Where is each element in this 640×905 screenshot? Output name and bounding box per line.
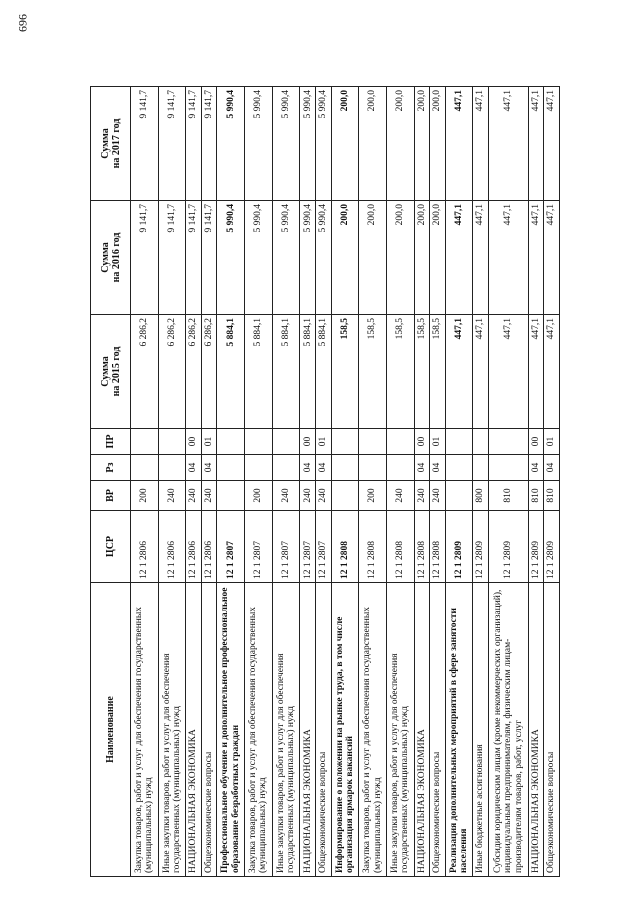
cell-rz: 04: [414, 455, 430, 481]
cell-s2015: 6 286,2: [158, 315, 186, 429]
cell-pr: [359, 429, 387, 455]
cell-pr: 01: [316, 429, 332, 455]
header-sum-2017-line2: на 2017 год: [110, 118, 122, 169]
header-sum-2017-line1: Сумма: [99, 128, 111, 159]
table-header-row: [91, 87, 131, 877]
cell-csr: 12 1 2808: [359, 511, 387, 583]
cell-s2016: 447,1: [528, 201, 544, 315]
cell-name: Профессиональное обучение и дополнительное профессиональное образование безработных граждан: [217, 583, 245, 877]
cell-s2016: 9 141,7: [131, 201, 159, 315]
cell-s2015: 6 286,2: [131, 315, 159, 429]
cell-s2017: 5 990,4: [300, 87, 316, 201]
header-sum-2016-line1: Сумма: [99, 242, 111, 273]
cell-csr: 12 1 2807: [272, 511, 300, 583]
cell-name: Реализация дополнительных мероприятий в сфере занятости населения: [445, 583, 473, 877]
table-row: [186, 87, 202, 877]
cell-pr: 00: [300, 429, 316, 455]
cell-csr: 12 1 2806: [131, 511, 159, 583]
cell-s2015: 158,5: [386, 315, 414, 429]
cell-s2015: 5 884,1: [316, 315, 332, 429]
cell-vr: [217, 481, 245, 511]
cell-s2016: 5 990,4: [217, 201, 245, 315]
cell-pr: [488, 429, 528, 455]
cell-s2017: 200,0: [386, 87, 414, 201]
header-pr: ПР: [91, 429, 131, 455]
cell-csr: 12 1 2808: [414, 511, 430, 583]
cell-pr: [217, 429, 245, 455]
table-row: [414, 87, 430, 877]
cell-csr: 12 1 2809: [488, 511, 528, 583]
cell-s2016: 5 990,4: [272, 201, 300, 315]
cell-s2016: 5 990,4: [245, 201, 273, 315]
cell-name: Иные закупки товаров, работ и услуг для обеспечения государственных (муниципальных) нужд: [158, 583, 186, 877]
cell-s2015: 5 884,1: [245, 315, 273, 429]
cell-rz: [445, 455, 473, 481]
page-number-text: 696: [15, 14, 30, 32]
cell-name: Субсидии юридическим лицам (кроме некоммерческих организаций), индивидуальным предпринимателям, физическим лицам-производителям товаров, работ, услуг: [488, 583, 528, 877]
cell-s2015: 5 884,1: [300, 315, 316, 429]
cell-vr: 240: [386, 481, 414, 511]
cell-s2016: 200,0: [414, 201, 430, 315]
cell-csr: 12 1 2808: [430, 511, 446, 583]
cell-s2017: 447,1: [445, 87, 473, 201]
table-row: [331, 87, 359, 877]
cell-s2015: 6 286,2: [201, 315, 217, 429]
cell-vr: 200: [245, 481, 273, 511]
cell-s2017: 200,0: [414, 87, 430, 201]
cell-pr: 01: [201, 429, 217, 455]
cell-rz: [272, 455, 300, 481]
cell-s2015: 158,5: [331, 315, 359, 429]
cell-s2016: 9 141,7: [201, 201, 217, 315]
cell-pr: 01: [544, 429, 560, 455]
cell-vr: 200: [359, 481, 387, 511]
cell-rz: 04: [201, 455, 217, 481]
cell-s2015: 6 286,2: [186, 315, 202, 429]
table-row: [131, 87, 159, 877]
cell-s2017: 200,0: [359, 87, 387, 201]
cell-rz: [386, 455, 414, 481]
header-sum-2015-line2: на 2015 год: [110, 346, 122, 397]
cell-s2017: 447,1: [528, 87, 544, 201]
cell-s2015: 447,1: [473, 315, 489, 429]
cell-s2017: 447,1: [488, 87, 528, 201]
table-row: [272, 87, 300, 877]
cell-pr: [386, 429, 414, 455]
cell-name: НАЦИОНАЛЬНАЯ ЭКОНОМИКА: [300, 583, 316, 877]
cell-s2015: 447,1: [528, 315, 544, 429]
header-name: Наименование: [91, 583, 131, 877]
cell-vr: 240: [316, 481, 332, 511]
cell-s2015: 5 884,1: [272, 315, 300, 429]
cell-vr: 240: [158, 481, 186, 511]
cell-s2017: 9 141,7: [201, 87, 217, 201]
cell-s2017: 9 141,7: [158, 87, 186, 201]
header-sum-2015: [91, 315, 131, 429]
table-row: [300, 87, 316, 877]
cell-vr: 240: [300, 481, 316, 511]
cell-vr: 240: [430, 481, 446, 511]
cell-s2016: 200,0: [331, 201, 359, 315]
cell-s2015: 5 884,1: [217, 315, 245, 429]
cell-name: Закупка товаров, работ и услуг для обеспечения государственных (муниципальных) нужд: [131, 583, 159, 877]
cell-rz: 04: [186, 455, 202, 481]
table-row: [528, 87, 544, 877]
cell-csr: 12 1 2808: [386, 511, 414, 583]
cell-vr: 810: [488, 481, 528, 511]
table-row: [201, 87, 217, 877]
header-sum-2015-line1: Сумма: [99, 356, 111, 387]
header-csr: ЦСР: [91, 511, 131, 583]
cell-name: НАЦИОНАЛЬНАЯ ЭКОНОМИКА: [528, 583, 544, 877]
cell-csr: 12 1 2807: [217, 511, 245, 583]
table-row: [430, 87, 446, 877]
cell-vr: 240: [414, 481, 430, 511]
cell-s2016: 5 990,4: [316, 201, 332, 315]
cell-s2016: 447,1: [473, 201, 489, 315]
cell-vr: 240: [201, 481, 217, 511]
cell-rz: [473, 455, 489, 481]
cell-rz: [331, 455, 359, 481]
cell-csr: 12 1 2809: [528, 511, 544, 583]
cell-vr: 810: [544, 481, 560, 511]
cell-s2015: 447,1: [445, 315, 473, 429]
table-row: [544, 87, 560, 877]
cell-s2017: 200,0: [430, 87, 446, 201]
cell-s2017: 5 990,4: [245, 87, 273, 201]
cell-s2016: 200,0: [430, 201, 446, 315]
table-row: [217, 87, 245, 877]
cell-rz: 04: [300, 455, 316, 481]
cell-s2017: 447,1: [473, 87, 489, 201]
cell-name: Общеэкономические вопросы: [544, 583, 560, 877]
cell-csr: 12 1 2806: [158, 511, 186, 583]
cell-rz: [217, 455, 245, 481]
cell-s2017: 5 990,4: [272, 87, 300, 201]
cell-rz: [359, 455, 387, 481]
header-sum-2017: [91, 87, 131, 201]
cell-pr: [331, 429, 359, 455]
cell-csr: 12 1 2809: [473, 511, 489, 583]
cell-name: Общеэкономические вопросы: [201, 583, 217, 877]
page-number: [13, 13, 33, 33]
cell-s2016: 447,1: [488, 201, 528, 315]
cell-rz: [158, 455, 186, 481]
cell-csr: 12 1 2807: [245, 511, 273, 583]
cell-name: НАЦИОНАЛЬНАЯ ЭКОНОМИКА: [414, 583, 430, 877]
cell-s2015: 447,1: [488, 315, 528, 429]
cell-pr: [131, 429, 159, 455]
cell-rz: 04: [544, 455, 560, 481]
cell-name: НАЦИОНАЛЬНАЯ ЭКОНОМИКА: [186, 583, 202, 877]
cell-s2016: 5 990,4: [300, 201, 316, 315]
cell-rz: 04: [316, 455, 332, 481]
table-row: [359, 87, 387, 877]
cell-name: Информирование о положении на рынке труда, в том числе организация ярмарок вакансий: [331, 583, 359, 877]
header-sum-2016: [91, 201, 131, 315]
cell-rz: [131, 455, 159, 481]
cell-pr: 00: [186, 429, 202, 455]
table-row: [488, 87, 528, 877]
table-body: [131, 87, 560, 877]
cell-s2016: 447,1: [544, 201, 560, 315]
cell-csr: 12 1 2807: [300, 511, 316, 583]
cell-pr: [272, 429, 300, 455]
cell-pr: [245, 429, 273, 455]
cell-s2016: 9 141,7: [186, 201, 202, 315]
cell-name: Общеэкономические вопросы: [316, 583, 332, 877]
header-rz: Рз: [91, 455, 131, 481]
cell-s2017: 200,0: [331, 87, 359, 201]
cell-pr: 01: [430, 429, 446, 455]
cell-name: Закупка товаров, работ и услуг для обеспечения государственных (муниципальных) нужд: [245, 583, 273, 877]
cell-pr: 00: [528, 429, 544, 455]
cell-pr: 00: [414, 429, 430, 455]
cell-vr: [445, 481, 473, 511]
cell-s2015: 447,1: [544, 315, 560, 429]
cell-rz: 04: [430, 455, 446, 481]
cell-s2015: 158,5: [414, 315, 430, 429]
cell-vr: [331, 481, 359, 511]
budget-table: [90, 86, 560, 877]
table-row: [158, 87, 186, 877]
cell-s2015: 158,5: [430, 315, 446, 429]
cell-csr: 12 1 2807: [316, 511, 332, 583]
cell-s2017: 5 990,4: [217, 87, 245, 201]
cell-name: Иные закупки товаров, работ и услуг для обеспечения государственных (муниципальных) нужд: [272, 583, 300, 877]
cell-rz: 04: [528, 455, 544, 481]
cell-s2016: 200,0: [386, 201, 414, 315]
cell-s2015: 158,5: [359, 315, 387, 429]
cell-s2016: 200,0: [359, 201, 387, 315]
cell-s2016: 9 141,7: [158, 201, 186, 315]
cell-s2017: 9 141,7: [131, 87, 159, 201]
cell-s2017: 9 141,7: [186, 87, 202, 201]
rotated-table-container: [90, 87, 560, 877]
table-row: [445, 87, 473, 877]
cell-name: Иные закупки товаров, работ и услуг для обеспечения государственных (муниципальных) нужд: [386, 583, 414, 877]
cell-csr: 12 1 2806: [201, 511, 217, 583]
cell-rz: [245, 455, 273, 481]
cell-vr: 800: [473, 481, 489, 511]
cell-name: Закупка товаров, работ и услуг для обеспечения государственных (муниципальных) нужд: [359, 583, 387, 877]
cell-rz: [488, 455, 528, 481]
cell-s2017: 447,1: [544, 87, 560, 201]
cell-s2017: 5 990,4: [316, 87, 332, 201]
cell-csr: 12 1 2809: [544, 511, 560, 583]
cell-name: Иные бюджетные ассигнования: [473, 583, 489, 877]
header-sum-2016-line2: на 2016 год: [110, 232, 122, 283]
cell-name: Общеэкономические вопросы: [430, 583, 446, 877]
table-row: [473, 87, 489, 877]
cell-csr: 12 1 2808: [331, 511, 359, 583]
cell-pr: [158, 429, 186, 455]
cell-pr: [473, 429, 489, 455]
cell-vr: 810: [528, 481, 544, 511]
cell-vr: 240: [272, 481, 300, 511]
cell-s2016: 447,1: [445, 201, 473, 315]
cell-vr: 240: [186, 481, 202, 511]
table-row: [316, 87, 332, 877]
cell-csr: 12 1 2806: [186, 511, 202, 583]
cell-csr: 12 1 2809: [445, 511, 473, 583]
table-row: [386, 87, 414, 877]
cell-pr: [445, 429, 473, 455]
cell-vr: 200: [131, 481, 159, 511]
table-row: [245, 87, 273, 877]
header-vr: ВР: [91, 481, 131, 511]
